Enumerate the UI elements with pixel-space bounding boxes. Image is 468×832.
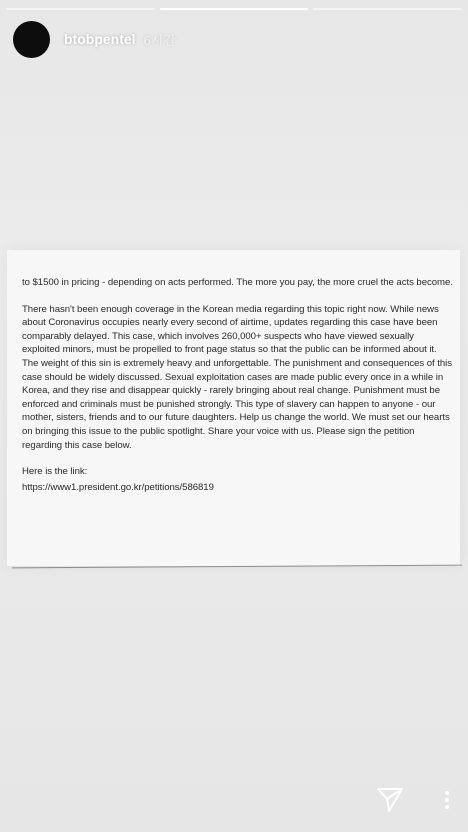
progress-segment-active [160, 8, 309, 10]
progress-segment [313, 8, 462, 10]
more-options-icon[interactable] [444, 790, 450, 815]
story-actions [376, 787, 450, 818]
progress-segment [6, 8, 155, 10]
story-header [13, 20, 176, 58]
send-icon[interactable] [376, 787, 404, 818]
petition-link: https://www1.president.go.kr/petitions/586819 [22, 481, 214, 493]
username[interactable]: btobpentel [64, 31, 136, 47]
link-label: Here is the link: [22, 466, 88, 478]
document-text [22, 276, 454, 494]
post-timestamp: 6시간 [143, 32, 176, 48]
avatar[interactable] [13, 21, 50, 58]
story-progress-bar [6, 8, 462, 11]
document-paragraph: There hasn't been enough coverage in the Korean media regarding this topic right now. While news about Coronavirus occupies nearly every second of airtime, updates regarding this case have been comparably delayed. This case, which involves 260,000+ suspects who have viewed sexually exploited minors, must be propelled to front page status so that the public can be informed about it. The weight of this sin is extremely heavy and unforgettable. The punishment and consequences of this case should be widely discussed. Sexual exploitation cases are made public every once in a while in Korea, and they rise and disappear quickly - rarely bringing about real change. Punishment must be enforced and criminals must be punished strongly. This type of slavery can happen to anyone - our mother, sisters, friends and to our future daughters. Help us change the world. We must set our hearts on bringing this issue to the public spotlight. Share your voice with us. Please sign the petition regarding this case below. [22, 303, 452, 451]
document-paragraph: to $1500 in pricing - depending on acts performed. The more you pay, the more cruel the acts become. [22, 277, 453, 288]
